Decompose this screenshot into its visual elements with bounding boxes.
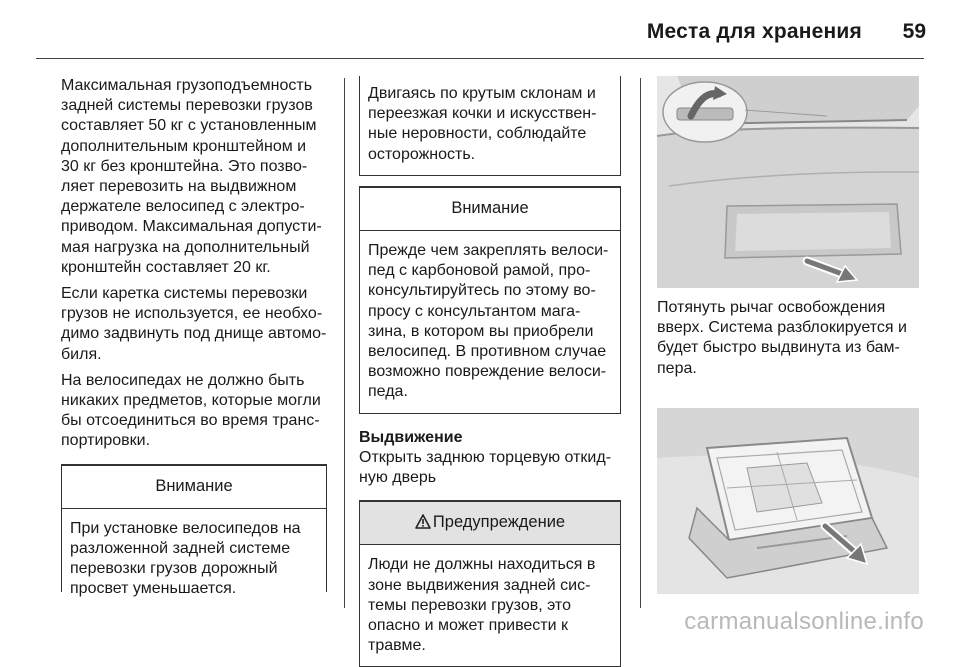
- notice-text: При установке велосипедов на разложенной задней системе перевозки грузов дорожный просвет уменьшается.: [70, 519, 301, 598]
- continued-warning-text: Двигаясь по крутым склонам и переезжая кочки и искусственные неровности, соблюдайте осторожность.: [368, 85, 597, 163]
- figure1-caption: [657, 298, 923, 379]
- continued-warning-box: [359, 76, 621, 176]
- watermark: carmanualsonline.info: [684, 608, 924, 635]
- notice-title: Внимание: [62, 466, 326, 509]
- column-1: [61, 76, 327, 598]
- paragraph-retract-carriage: Если каретка системы перевозки грузов не используется, ее необходимо задвинуть под днище автомобиля.: [61, 285, 327, 363]
- column-2: [359, 76, 621, 667]
- notice-title: Внимание: [360, 188, 620, 231]
- warning-title: Предупреждение: [432, 513, 566, 532]
- figure-extended-carrier-illustration: [657, 408, 919, 594]
- warning-triangle-icon: [415, 514, 431, 529]
- section-text-open-tailgate: Открыть заднюю торцевую откидную дверь: [359, 448, 612, 487]
- figure1-caption-text: Потянуть рычаг освобождения вверх. Система разблокируется и будет быстро выдвинута из бампера.: [657, 299, 907, 377]
- page-number: 59: [902, 20, 926, 43]
- notice-box-clearance: [61, 464, 327, 598]
- figure-release-lever: [657, 76, 919, 288]
- figure-release-lever-illustration: [657, 76, 919, 288]
- page-title: Места для хранения: [646, 20, 862, 43]
- figure-extended-carrier: [657, 408, 919, 594]
- paragraph-no-loose-items: На велосипедах не должно быть никаких предметов, которые могли бы отсоединиться во время транспортировки.: [61, 371, 321, 450]
- warning-text: Люди не должны находиться в зоне выдвижения задней системы перевозки грузов, это опасно и может привести к травме.: [368, 556, 596, 655]
- notice-text: Прежде чем закреплять велосипед с карбоновой рамой, проконсультируйтесь по этому вопросу с консультантом магазина, в котором вы приобрели велосипед. В противном случае возможно повреждение велосипеда.: [368, 242, 609, 401]
- column-divider-1: [344, 78, 345, 608]
- warning-title-bar: [360, 502, 620, 545]
- column-divider-2: [640, 78, 641, 608]
- page-header: [0, 0, 960, 62]
- paragraph-load-capacity: Максимальная грузоподъемность задней системы перевозки грузов составляет 50 кг с установленным дополнительным кронштейном и 30 кг без кронштейна. Это позволяет перевозить на выдвижном держателе велосипед с электроприводом. Максимальная допустимая нагрузка на дополнительный кронштейн составляет 20 кг.: [61, 77, 322, 276]
- header-rule: [36, 58, 924, 59]
- notice-box-carbon-frame: [359, 186, 621, 414]
- section-heading-extension: Выдвижение: [359, 428, 463, 446]
